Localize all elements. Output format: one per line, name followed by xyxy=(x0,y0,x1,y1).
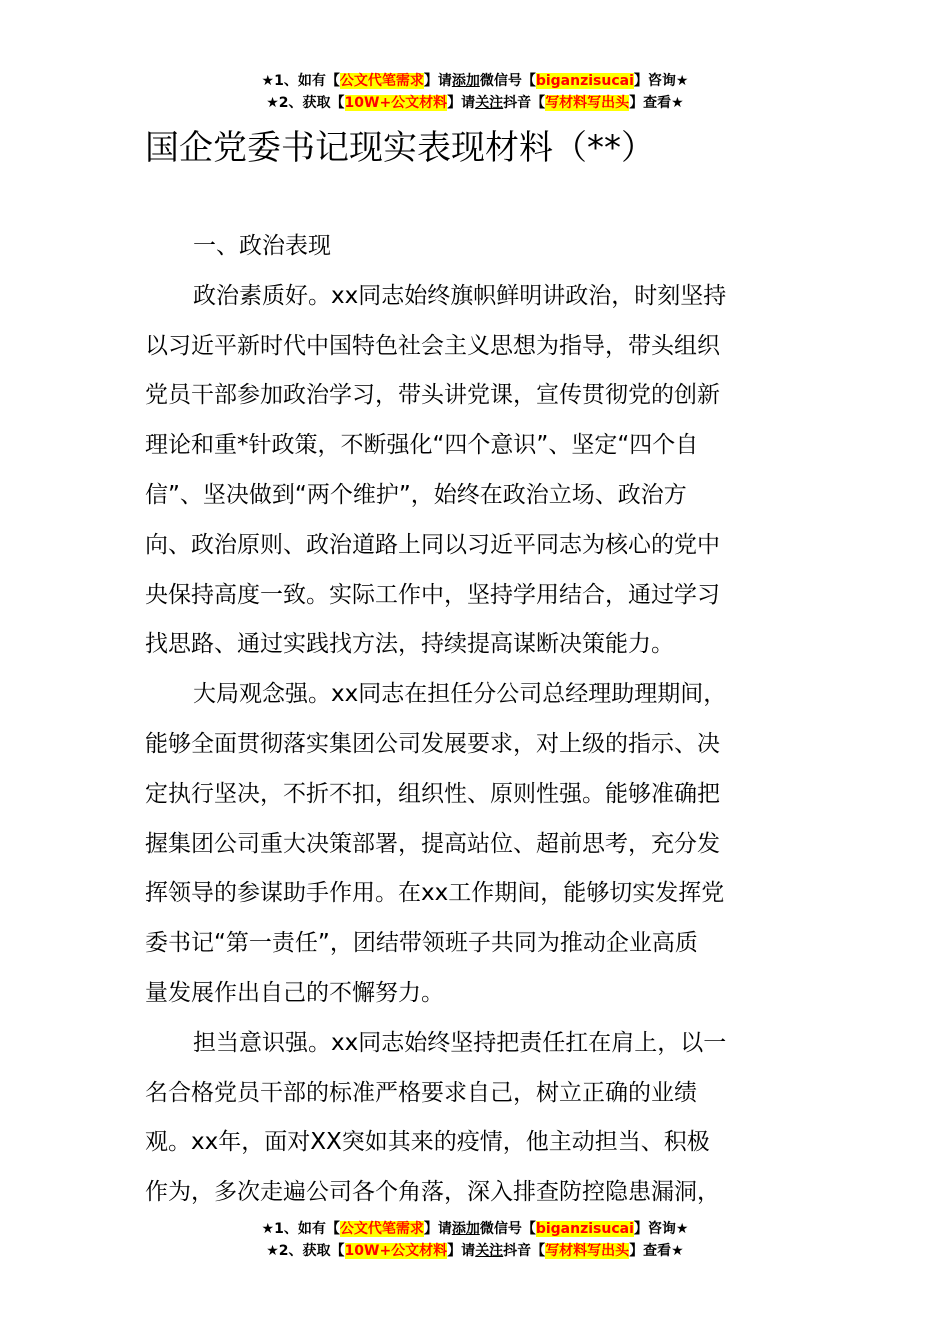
banner-text: 抖音【 xyxy=(503,1243,546,1259)
banner-underlined: 添加 xyxy=(451,1221,480,1237)
text-line: 名合格党员干部的标准严格要求自己，树立正确的业绩 xyxy=(145,1079,697,1106)
banner-text: 】咨询★ xyxy=(633,1221,689,1237)
text-line: 理论和重*针政策，不断强化“四个意识”、坚定“四个自 xyxy=(145,432,699,459)
banner-text: 】请 xyxy=(423,1221,452,1237)
banner-text: 微信号【 xyxy=(479,1221,536,1237)
banner-highlight: 公文代笔需求 xyxy=(339,73,424,89)
text-line: 能够全面贯彻落实集团公司发展要求，对上级的指示、决 xyxy=(145,730,720,757)
banner-text: 抖音【 xyxy=(503,95,546,111)
text-line: 以习近平新时代中国特色社会主义思想为指导，带头组织 xyxy=(145,332,720,359)
footer-banner xyxy=(0,1218,950,1262)
section-heading: 一、政治表现 xyxy=(193,233,331,259)
banner-text: 】请 xyxy=(447,95,476,111)
banner-text: 】咨询★ xyxy=(633,73,689,89)
banner-text: 】查看★ xyxy=(629,95,684,111)
text-line: 作为，多次走遍公司各个角落，深入排查防控隐患漏洞， xyxy=(145,1179,720,1206)
banner-highlight: 10W+公文材料 xyxy=(344,1243,448,1259)
banner-text: ★2、获取【 xyxy=(266,95,345,111)
banner-line-2 xyxy=(0,92,950,114)
banner-line-1 xyxy=(0,70,950,92)
text-line: 大局观念强。xx同志在担任分公司总经理助理期间， xyxy=(193,681,727,708)
text-line: 挥领导的参谋助手作用。在xx工作期间，能够切实发挥党 xyxy=(145,880,725,907)
banner-text: 】请 xyxy=(423,73,452,89)
text-line: 找思路、通过实践找方法，持续提高谋断决策能力。 xyxy=(145,631,674,658)
banner-highlight: biganzisucai xyxy=(535,73,634,89)
text-line: 观。xx年，面对XX突如其来的疫情，他主动担当、积极 xyxy=(145,1129,710,1156)
banner-text: 】查看★ xyxy=(629,1243,684,1259)
text-line: 量发展作出自己的不懈努力。 xyxy=(145,979,444,1006)
banner-text: ★1、如有【 xyxy=(261,73,340,89)
text-line: 信”、坚决做到“两个维护”，始终在政治立场、政治方 xyxy=(145,481,687,508)
banner-underlined: 关注 xyxy=(475,1243,504,1259)
banner-highlight: 写材料写出头 xyxy=(545,95,630,111)
paragraph-responsibility xyxy=(145,1019,810,1218)
text-line: 委书记“第一责任”，团结带领班子共同为推动企业高质 xyxy=(145,930,698,957)
banner-highlight: 写材料写出头 xyxy=(545,1243,630,1259)
banner-text: ★2、获取【 xyxy=(266,1243,345,1259)
banner-line-2 xyxy=(0,1240,950,1262)
paragraph-political-quality xyxy=(145,272,810,670)
banner-line-1 xyxy=(0,1218,950,1240)
banner-highlight: 公文代笔需求 xyxy=(339,1221,424,1237)
document-body xyxy=(145,222,810,1218)
paragraph-overall-view xyxy=(145,670,810,1019)
header-banner xyxy=(0,70,950,114)
document-title: 国企党委书记现实表现材料（**） xyxy=(145,128,655,168)
banner-underlined: 关注 xyxy=(475,95,504,111)
banner-text: ★1、如有【 xyxy=(261,1221,340,1237)
banner-underlined: 添加 xyxy=(451,73,480,89)
text-line: 向、政治原则、政治道路上同以习近平同志为核心的党中 xyxy=(145,531,720,558)
banner-text: 】请 xyxy=(447,1243,476,1259)
banner-highlight: 10W+公文材料 xyxy=(344,95,448,111)
text-line: 定执行坚决，不折不扣，组织性、原则性强。能够准确把 xyxy=(145,780,720,807)
banner-text: 微信号【 xyxy=(479,73,536,89)
text-line: 央保持高度一致。实际工作中，坚持学用结合，通过学习 xyxy=(145,581,720,608)
text-line: 握集团公司重大决策部署，提高站位、超前思考，充分发 xyxy=(145,830,720,857)
banner-highlight: biganzisucai xyxy=(535,1221,634,1237)
text-line: 担当意识强。xx同志始终坚持把责任扛在肩上，以一 xyxy=(193,1029,727,1056)
text-line: 党员干部参加政治学习，带头讲党课，宣传贯彻党的创新 xyxy=(145,382,720,409)
text-line: 政治素质好。xx同志始终旗帜鲜明讲政治，时刻坚持 xyxy=(193,282,727,309)
